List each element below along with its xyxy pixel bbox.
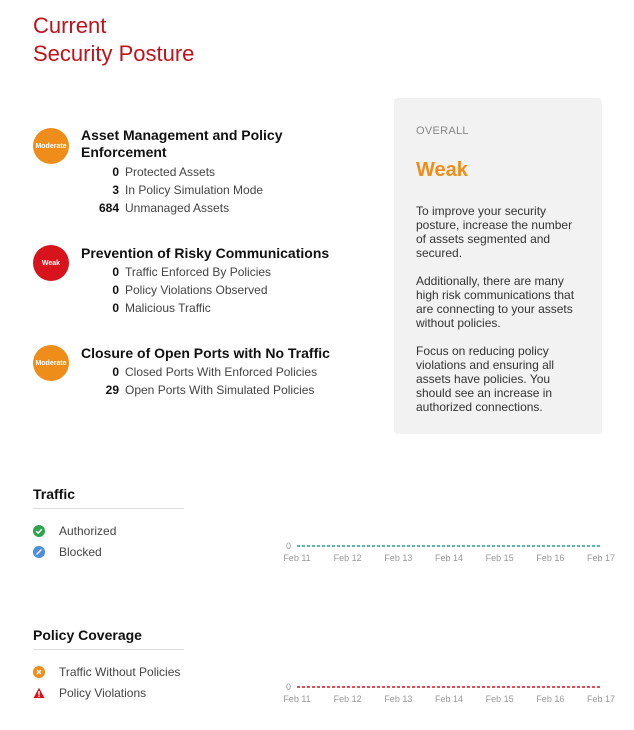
metric-value: 0 bbox=[112, 283, 119, 297]
legend-label: Authorized bbox=[59, 524, 117, 538]
weak-badge: Weak bbox=[33, 245, 69, 281]
metric-value: 0 bbox=[112, 365, 119, 379]
section-title: Asset Management and Policy Enforcement bbox=[81, 127, 283, 160]
metric-label: Malicious Traffic bbox=[125, 301, 211, 315]
legend-authorized[interactable] bbox=[33, 524, 116, 538]
metric-value: 0 bbox=[112, 165, 119, 179]
overall-paragraph: To improve your security posture, increase the number of assets segmented and secured. bbox=[416, 204, 573, 260]
x-tick-label: Feb 13 bbox=[384, 553, 413, 563]
policy-coverage-title: Policy Coverage bbox=[33, 627, 142, 643]
section-open-ports bbox=[33, 345, 353, 405]
x-tick-label: Feb 15 bbox=[485, 694, 514, 704]
metric-label: Open Ports With Simulated Policies bbox=[125, 383, 315, 397]
legend-label: Traffic Without Policies bbox=[59, 665, 181, 679]
overall-paragraph: Additionally, there are many high risk communications that are connecting to your assets without policies. bbox=[416, 274, 575, 330]
metric-label: Unmanaged Assets bbox=[125, 201, 230, 215]
metric-label: In Policy Simulation Mode bbox=[125, 183, 264, 197]
x-tick-label: Feb 12 bbox=[333, 694, 362, 704]
metric-label: Traffic Enforced By Policies bbox=[125, 265, 272, 279]
page-title bbox=[33, 12, 194, 68]
x-tick-label: Feb 11 bbox=[283, 694, 311, 704]
page-title-line1: Current bbox=[33, 13, 107, 38]
section-title: Closure of Open Ports with No Traffic bbox=[81, 345, 330, 361]
metric-row bbox=[81, 163, 361, 181]
overall-card bbox=[394, 98, 602, 434]
metric-label: Policy Violations Observed bbox=[125, 283, 268, 297]
x-tick-label: Feb 16 bbox=[536, 694, 565, 704]
moderate-badge: Moderate bbox=[33, 345, 69, 381]
x-tick-label: Feb 14 bbox=[434, 553, 464, 563]
metric-row bbox=[81, 299, 361, 317]
x-tick-label: Feb 11 bbox=[283, 553, 311, 563]
legend-policy-violations[interactable] bbox=[33, 686, 146, 700]
x-tick-label: Feb 14 bbox=[434, 694, 464, 704]
moderate-badge: Moderate bbox=[33, 128, 69, 164]
x-tick-label: Feb 17 bbox=[586, 553, 616, 563]
legend-label: Blocked bbox=[59, 545, 102, 559]
y-tick-label: 0 bbox=[285, 682, 291, 692]
y-tick-label: 0 bbox=[285, 541, 291, 551]
x-tick-label: Feb 15 bbox=[485, 553, 514, 563]
policy-coverage-chart-svg bbox=[280, 679, 620, 719]
metric-row bbox=[81, 199, 361, 217]
metric-value: 3 bbox=[112, 183, 119, 197]
x-tick-label: Feb 16 bbox=[536, 553, 565, 563]
divider bbox=[33, 649, 184, 650]
metric-row bbox=[81, 363, 361, 381]
metric-label: Closed Ports With Enforced Policies bbox=[125, 365, 318, 379]
section-asset-management bbox=[33, 127, 353, 227]
metric-value: 0 bbox=[112, 265, 119, 279]
policy-coverage-chart bbox=[280, 679, 620, 719]
section-title: Prevention of Risky Communications bbox=[81, 245, 330, 261]
check-circle-icon bbox=[33, 525, 45, 537]
warning-triangle-icon bbox=[33, 687, 45, 699]
x-tick-label: Feb 17 bbox=[586, 694, 616, 704]
overall-label: OVERALL bbox=[416, 125, 469, 137]
metric-row bbox=[81, 181, 361, 199]
metric-row bbox=[81, 281, 361, 299]
legend-label: Policy Violations bbox=[59, 686, 147, 700]
metric-value: 684 bbox=[98, 201, 119, 215]
section-risky-communications bbox=[33, 244, 353, 324]
legend-blocked[interactable] bbox=[33, 545, 102, 559]
metric-row bbox=[81, 263, 361, 281]
legend-traffic-without-policies[interactable] bbox=[33, 665, 180, 679]
overall-value: Weak bbox=[416, 159, 468, 181]
metric-row bbox=[81, 381, 361, 399]
traffic-title: Traffic bbox=[33, 486, 76, 502]
x-circle-icon bbox=[33, 666, 45, 678]
page-title-line2: Security Posture bbox=[33, 41, 195, 66]
x-tick-label: Feb 13 bbox=[384, 694, 413, 704]
overall-paragraph: Focus on reducing policy violations and ensuring all assets have policies. You should see an increase in authorized connections. bbox=[416, 344, 555, 414]
traffic-chart-svg bbox=[280, 538, 620, 578]
blocked-circle-icon bbox=[33, 546, 45, 558]
x-tick-label: Feb 12 bbox=[333, 553, 362, 563]
divider bbox=[33, 508, 184, 509]
metric-value: 0 bbox=[112, 301, 119, 315]
metric-label: Protected Assets bbox=[125, 165, 216, 179]
traffic-chart bbox=[280, 538, 620, 578]
metric-value: 29 bbox=[105, 383, 119, 397]
